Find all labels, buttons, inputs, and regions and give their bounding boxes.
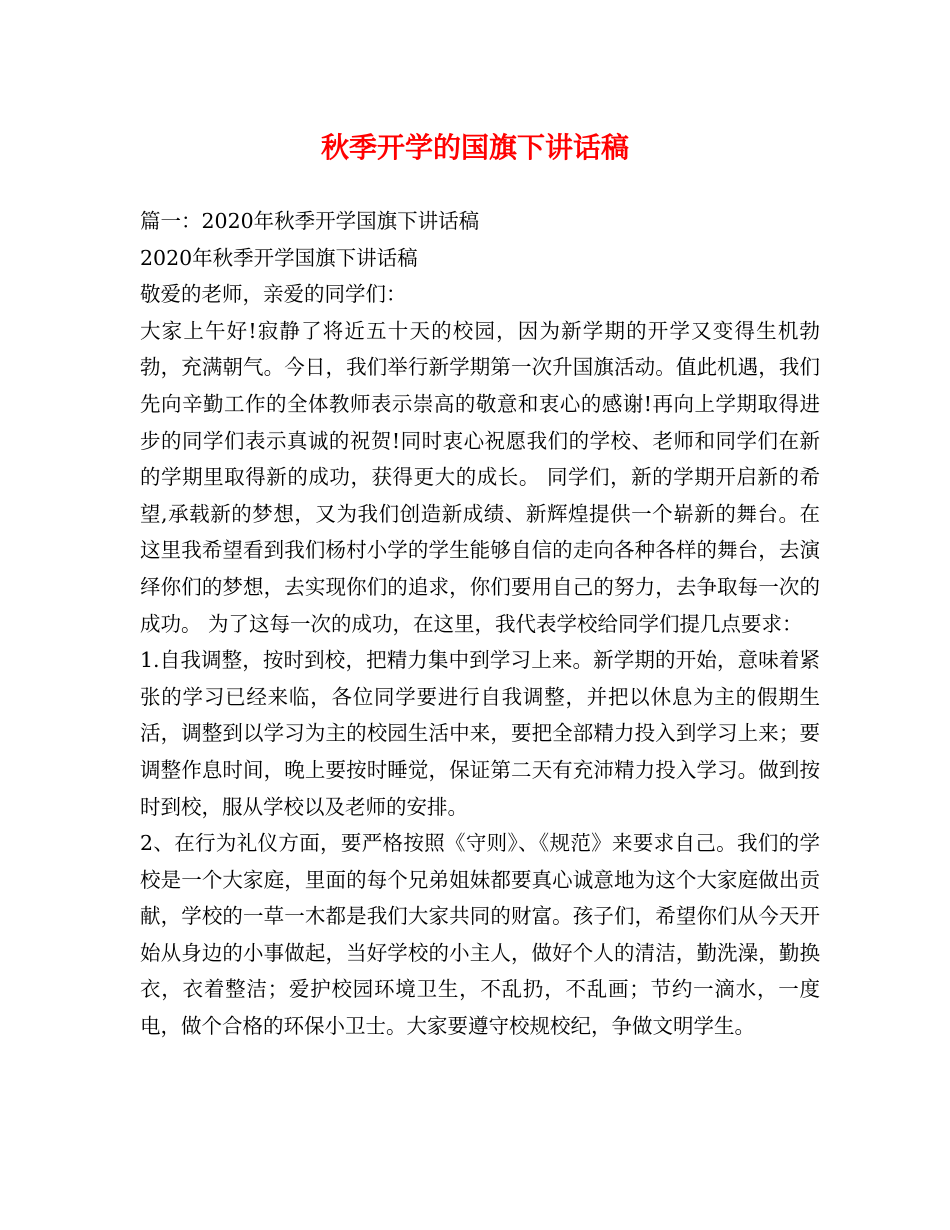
speech-title: 2020年秋季开学国旗下讲话稿: [140, 245, 418, 270]
paragraph-point-1: 1.自我调整，按时到校，把精力集中到学习上来。新学期的开始，意味着紧张的学习已经来临，各位同学要进行自我调整，并把以休息为主的假期生活，调整到以学习为主的校园生活中来，要把全部精力投入到学习上来；要调整作息时间，晚上要按时睡觉，保证第二天有充沛精力投入学习。做到按时到校，服从学校以及老师的安排。: [140, 648, 820, 819]
section-heading: 篇一：2020年秋季开学国旗下讲话稿: [140, 209, 480, 233]
paragraph-point-2: 2、在行为礼仪方面，要严格按照《守则》、《规范》来要求自己。我们的学校是一个大家庭，里面的每个兄弟姐妹都要真心诚意地为这个大家庭做出贡献，学校的一草一木都是我们大家共同的财富。孩子们，希望你们从今天开始从身边的小事做起，当好学校的小主人，做好个人的清洁，勤洗澡，勤换衣，衣着整洁；爱护校园环境卫生，不乱扔，不乱画；节约一滴水，一度电，做个合格的环保小卫士。大家要遵守校规校纪，争做文明学生。: [140, 831, 820, 1039]
paragraph-intro: 大家上午好!寂静了将近五十天的校园，因为新学期的开学又变得生机勃勃，充满朝气。今日，我们举行新学期第一次升国旗活动。值此机遇，我们先向辛勤工作的全体教师表示崇高的敬意和衷心的感谢!再向上学期取得进步的同学们表示真诚的祝贺!同时衷心祝愿我们的学校、老师和同学们在新的学期里取得新的成功，获得更大的成长。 同学们，新的学期开启新的希望,承载新的梦想，又为我们创造新成绩、新辉煌提供一个崭新的舞台。在这里我希望看到我们杨村小学的学生能够自信的走向各种各样的舞台，去演绎你们的梦想，去实现你们的追求，你们要用自己的努力，去争取每一次的成功。 为了这每一次的成功，在这里，我代表学校给同学们提几点要求：: [140, 318, 820, 636]
document-body: [140, 203, 820, 1045]
document-title: 秋季开学的国旗下讲话稿: [320, 131, 629, 164]
salutation: 敬爱的老师，亲爱的同学们：: [140, 282, 407, 307]
